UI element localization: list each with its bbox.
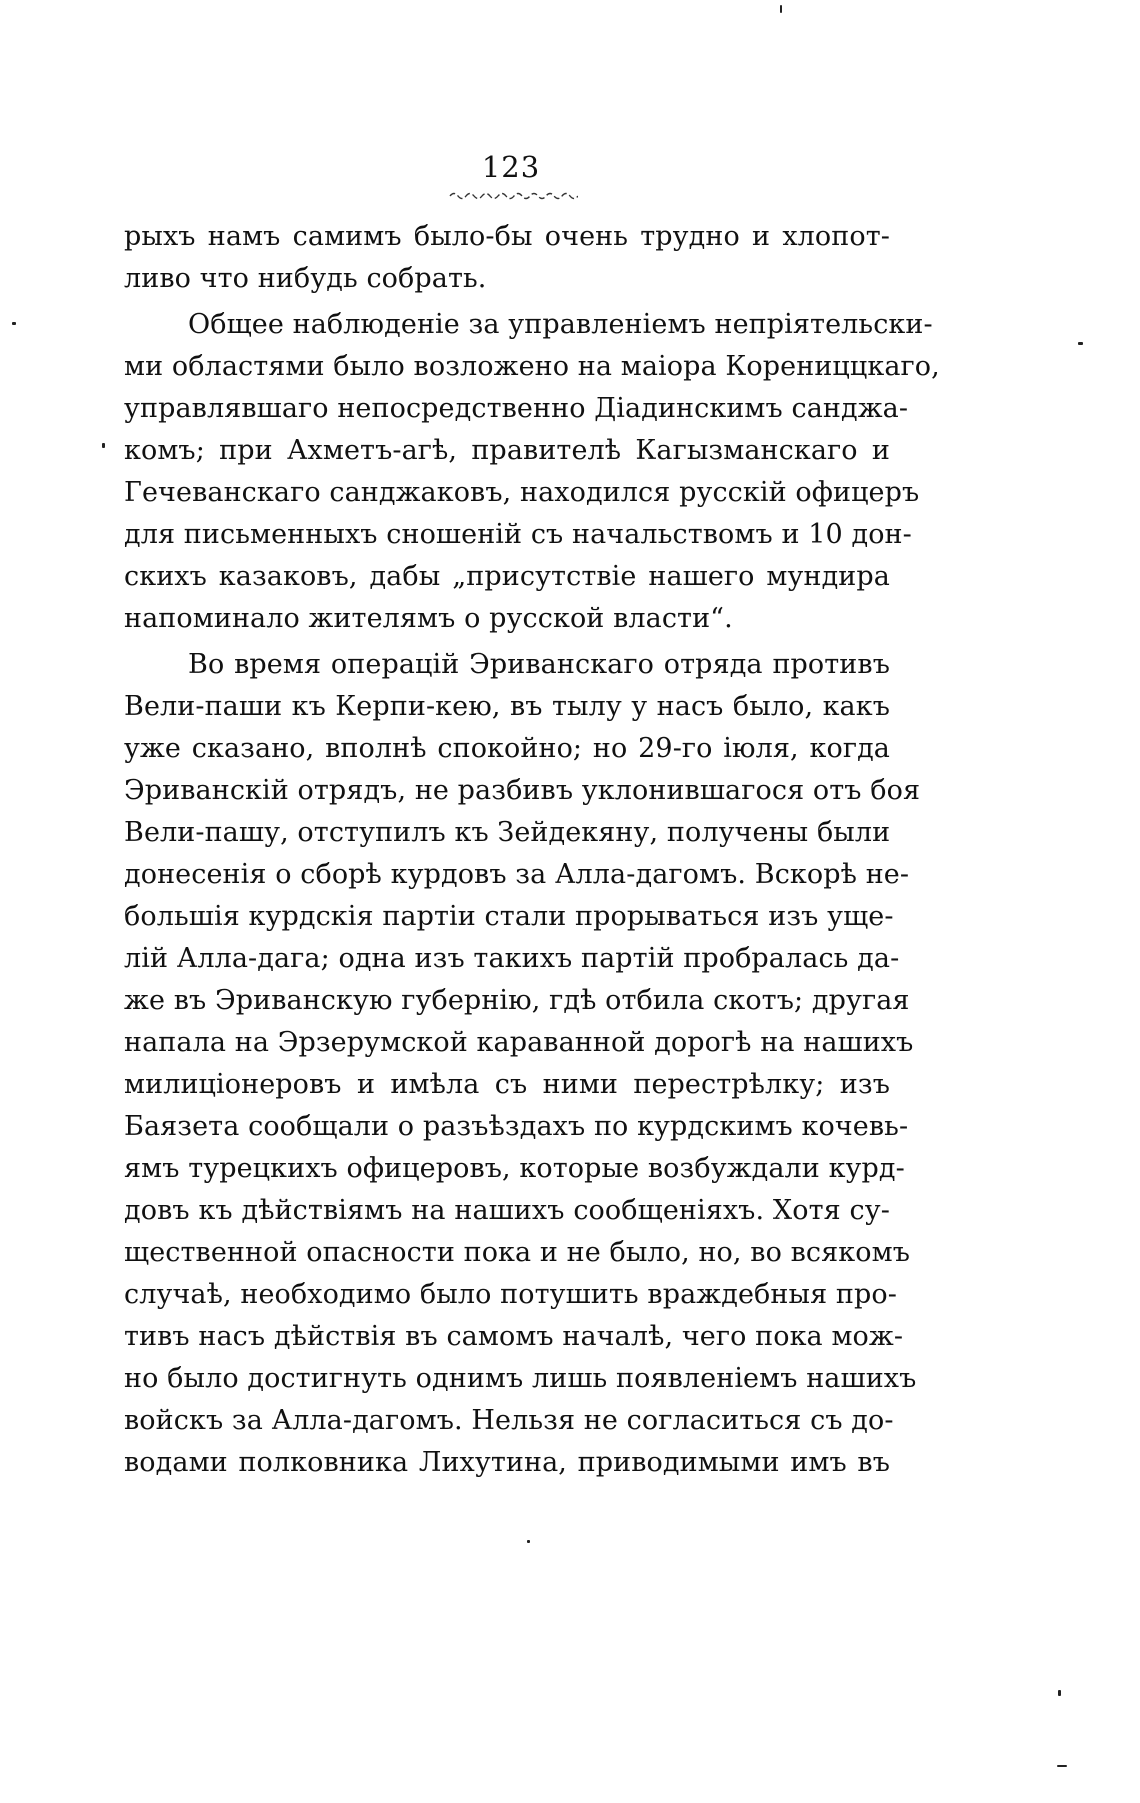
- text-line: уже сказано, вполнѣ спокойно; но 29-го іюля, когда: [124, 733, 890, 764]
- text-line: же въ Эриванскую губернію, гдѣ отбила скотъ; другая: [124, 985, 910, 1016]
- text-line: водами полковника Лихутина, приводимыми имъ въ: [124, 1447, 890, 1478]
- text-line: комъ; при Ахметъ-агѣ, правителѣ Кагызманскаго и: [124, 435, 890, 466]
- text-line: большія курдскія партіи стали прорываться изъ уще-: [124, 901, 894, 932]
- scan-speck: [1057, 1765, 1067, 1767]
- scan-speck: [527, 1540, 530, 1543]
- paragraph: [124, 216, 890, 300]
- scan-speck: [1078, 342, 1083, 345]
- text-line: Гечеванскаго санджаковъ, находился русскій офицеръ: [124, 477, 920, 508]
- wavy-rule-ornament: [448, 190, 578, 200]
- text-line: довъ къ дѣйствіямъ на нашихъ сообщеніяхъ. Хотя су-: [124, 1195, 890, 1226]
- text-line: напоминало жителямъ о русской власти“.: [124, 603, 733, 634]
- text-line: Вели-пашу, отступилъ къ Зейдекяну, получены были: [124, 817, 891, 848]
- text-line: рыхъ намъ самимъ было-бы очень трудно и хлопот-: [124, 221, 890, 252]
- text-line: ямъ турецкихъ офицеровъ, которые возбуждали курд-: [124, 1153, 905, 1184]
- text-line: Во время операцій Эриванскаго отряда противъ: [188, 649, 890, 680]
- text-line: напала на Эрзерумской караванной дорогѣ на нашихъ: [124, 1027, 914, 1058]
- text-line: лій Алла-дага; одна изъ такихъ партій пробралась да-: [124, 943, 900, 974]
- text-line: Общее наблюденіе за управленіемъ непріятельски-: [188, 309, 933, 340]
- scan-speck: [1058, 1690, 1061, 1696]
- text-line: но было достигнуть однимъ лишь появленіемъ нашихъ: [124, 1363, 917, 1394]
- text-line: для письменныхъ сношеній съ начальствомъ и 10 дон-: [124, 519, 912, 550]
- paragraph: [124, 304, 940, 640]
- scan-speck: [102, 443, 105, 448]
- scan-speck: [780, 5, 782, 13]
- text-line: Вели-паши къ Керпи-кею, въ тылу у насъ было, какъ: [124, 691, 890, 722]
- page-number: 123: [481, 150, 541, 184]
- text-line: милиціонеровъ и имѣла съ ними перестрѣлку; изъ: [124, 1069, 890, 1100]
- scan-speck: [12, 322, 16, 325]
- text-line: ми областями было возложено на маіора Корениццкаго,: [124, 351, 940, 382]
- text-line: Эриванскій отрядъ, не разбивъ уклонившагося отъ боя: [124, 775, 921, 806]
- text-line: управлявшаго непосредственно Діадинскимъ санджа-: [124, 393, 909, 424]
- body-text: [124, 216, 940, 1484]
- text-line: Баязета сообщали о разъѣздахъ по курдскимъ кочевь-: [124, 1111, 909, 1142]
- text-line: ливо что нибудь собрать.: [124, 263, 487, 294]
- text-line: щественной опасности пока и не было, но, во всякомъ: [124, 1237, 910, 1268]
- paragraph: [124, 644, 921, 1484]
- text-line: донесенія о сборѣ курдовъ за Алла-дагомъ. Вскорѣ не-: [124, 859, 910, 890]
- text-line: войскъ за Алла-дагомъ. Нельзя не согласиться съ до-: [124, 1405, 894, 1436]
- text-line: тивъ насъ дѣйствія въ самомъ началѣ, чего пока мож-: [124, 1321, 904, 1352]
- text-line: случаѣ, необходимо было потушить враждебныя про-: [124, 1279, 897, 1310]
- text-line: скихъ казаковъ, дабы „присутствіе нашего мундира: [124, 561, 890, 592]
